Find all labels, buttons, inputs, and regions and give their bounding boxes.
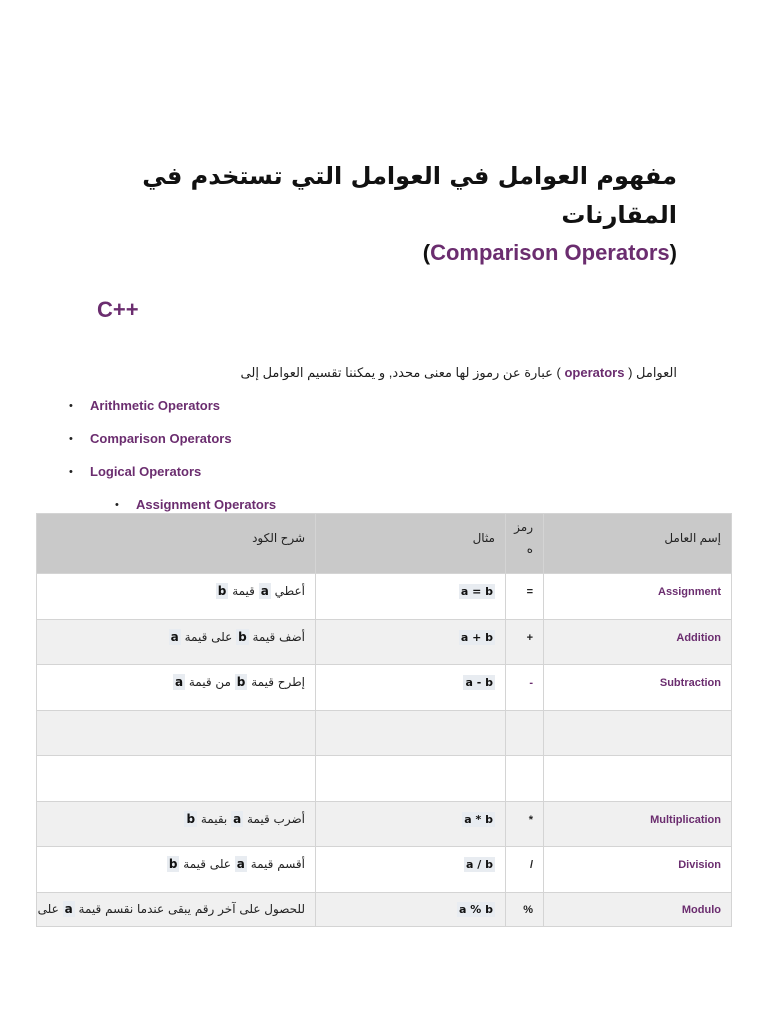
operator-name-cell	[544, 574, 732, 620]
explanation-cell	[37, 665, 316, 711]
operator-name-cell	[544, 710, 732, 756]
intro-text-before: العوامل (	[624, 365, 677, 380]
page-title-line: مفهوم العوامل في العوامل التي تستخدم في	[142, 162, 677, 190]
operator-name-cell	[544, 847, 732, 893]
variable-code: b	[236, 675, 246, 689]
operator-symbol-cell	[506, 892, 544, 926]
list-item-label: Logical Operators	[90, 464, 202, 479]
table-row-subtraction	[37, 665, 732, 711]
variable-code: a	[174, 675, 184, 689]
nested-operator-types-list	[90, 495, 276, 515]
explanation-cell	[37, 847, 316, 893]
explanation-text: على قيمة	[179, 857, 235, 871]
variable-code: a	[236, 857, 245, 871]
operator-symbol: %	[523, 903, 533, 916]
operators-table	[36, 513, 732, 927]
table-header	[37, 514, 732, 574]
explanation-text: للحصول على آخر رقم يبقى عندما نقسم قيمة	[74, 901, 305, 916]
explanation-text: قيمة	[228, 584, 259, 598]
table-row-assignment	[37, 574, 732, 620]
example-cell	[316, 801, 506, 847]
table-header-row	[37, 514, 732, 574]
variable-code: b	[186, 811, 196, 826]
explanation-text: على قيمة	[180, 629, 237, 644]
list-item	[90, 462, 276, 515]
operator-symbol: =	[526, 586, 533, 598]
operator-name-cell	[544, 801, 732, 847]
example-code: a * b	[464, 812, 493, 826]
example-cell	[316, 847, 506, 893]
nested-list-item-label: Assignment Operators	[136, 497, 277, 512]
table-row-multiplication	[37, 801, 732, 847]
explanation-text: أضف قيمة	[248, 629, 305, 644]
explanation-text: إطرح قيمة	[247, 675, 305, 689]
table-row-empty	[37, 710, 732, 756]
table-row-division	[37, 847, 732, 893]
example-cell	[316, 619, 506, 665]
list-item-label: Arithmetic Operators	[90, 398, 221, 413]
operator-symbol: -	[529, 677, 533, 689]
operator-name-cell	[544, 619, 732, 665]
operator-symbol-cell	[506, 710, 544, 756]
page-subtitle	[423, 234, 677, 272]
operator-symbol-cell	[506, 619, 544, 665]
example-cell	[316, 710, 506, 756]
example-cell	[316, 665, 506, 711]
header-symbol: رمز ه	[506, 514, 544, 574]
language-label: C++	[97, 297, 139, 322]
intro-paragraph	[241, 363, 677, 383]
operator-name: Assignment	[658, 586, 721, 598]
variable-code: b	[168, 857, 178, 871]
explanation-text: على	[37, 901, 63, 916]
explanation-text: من قيمة	[185, 675, 235, 689]
list-item-label: Comparison Operators	[90, 431, 232, 446]
example-code: a / b	[466, 858, 493, 871]
explanation-cell	[37, 892, 316, 926]
operator-name: Division	[678, 859, 721, 871]
operator-symbol: +	[526, 631, 533, 644]
variable-code: a	[170, 629, 179, 644]
table-body	[37, 574, 732, 927]
explanation-text: أقسم قيمة	[246, 857, 305, 871]
explanation-cell	[37, 756, 316, 802]
operator-name-cell	[544, 892, 732, 926]
table-row-modulo	[37, 892, 732, 926]
header-operator-name: إسم العامل	[544, 514, 732, 574]
operator-symbol-cell	[506, 801, 544, 847]
example-code: a - b	[465, 676, 493, 689]
table-row-addition	[37, 619, 732, 665]
variable-code: a	[64, 901, 73, 916]
operator-symbol: *	[528, 813, 533, 826]
example-cell	[316, 574, 506, 620]
nested-list-item	[136, 495, 276, 515]
subtitle-close-paren: )	[669, 240, 677, 265]
variable-code: b	[217, 584, 227, 598]
intro-keyword: operators	[564, 365, 625, 380]
intro-text-after: ) عبارة عن رموز لها معنى محدد, و يمكننا تقسيم العوامل إلى	[240, 365, 565, 380]
operator-symbol-cell	[506, 574, 544, 620]
operator-name: Modulo	[681, 903, 721, 916]
operator-symbol-cell	[506, 756, 544, 802]
operator-symbol: /	[529, 859, 533, 871]
explanation-cell	[37, 801, 316, 847]
example-cell	[316, 892, 506, 926]
table-row-empty	[37, 756, 732, 802]
page-title-line: المقارنات	[561, 201, 677, 229]
explanation-cell	[37, 574, 316, 620]
operator-name-cell	[544, 756, 732, 802]
list-item	[90, 396, 276, 416]
explanation-text: أضرب قيمة	[243, 811, 305, 826]
variable-code: a	[260, 584, 269, 598]
operator-name-cell	[544, 665, 732, 711]
explanation-cell	[37, 710, 316, 756]
example-code: a + b	[460, 630, 493, 644]
explanation-cell	[37, 619, 316, 665]
operator-types-list	[0, 396, 276, 528]
header-example: مثال	[316, 514, 506, 574]
subtitle-open-paren: (	[422, 240, 431, 265]
operator-name: Subtraction	[659, 677, 721, 689]
example-code: a % b	[459, 902, 493, 916]
operator-name: Multiplication	[650, 813, 721, 826]
header-explanation: شرح الكود	[37, 514, 316, 574]
page-title	[142, 157, 677, 235]
operator-name: Addition	[676, 631, 721, 644]
example-code: a = b	[460, 585, 493, 598]
explanation-text: بقيمة	[197, 811, 232, 826]
variable-code: a	[233, 811, 242, 826]
variable-code: b	[238, 629, 247, 644]
subtitle-text: Comparison Operators	[430, 240, 670, 265]
operator-symbol-cell	[506, 665, 544, 711]
list-item	[90, 429, 276, 449]
explanation-text: أعطي	[270, 584, 305, 598]
example-cell	[316, 756, 506, 802]
operator-symbol-cell	[506, 847, 544, 893]
